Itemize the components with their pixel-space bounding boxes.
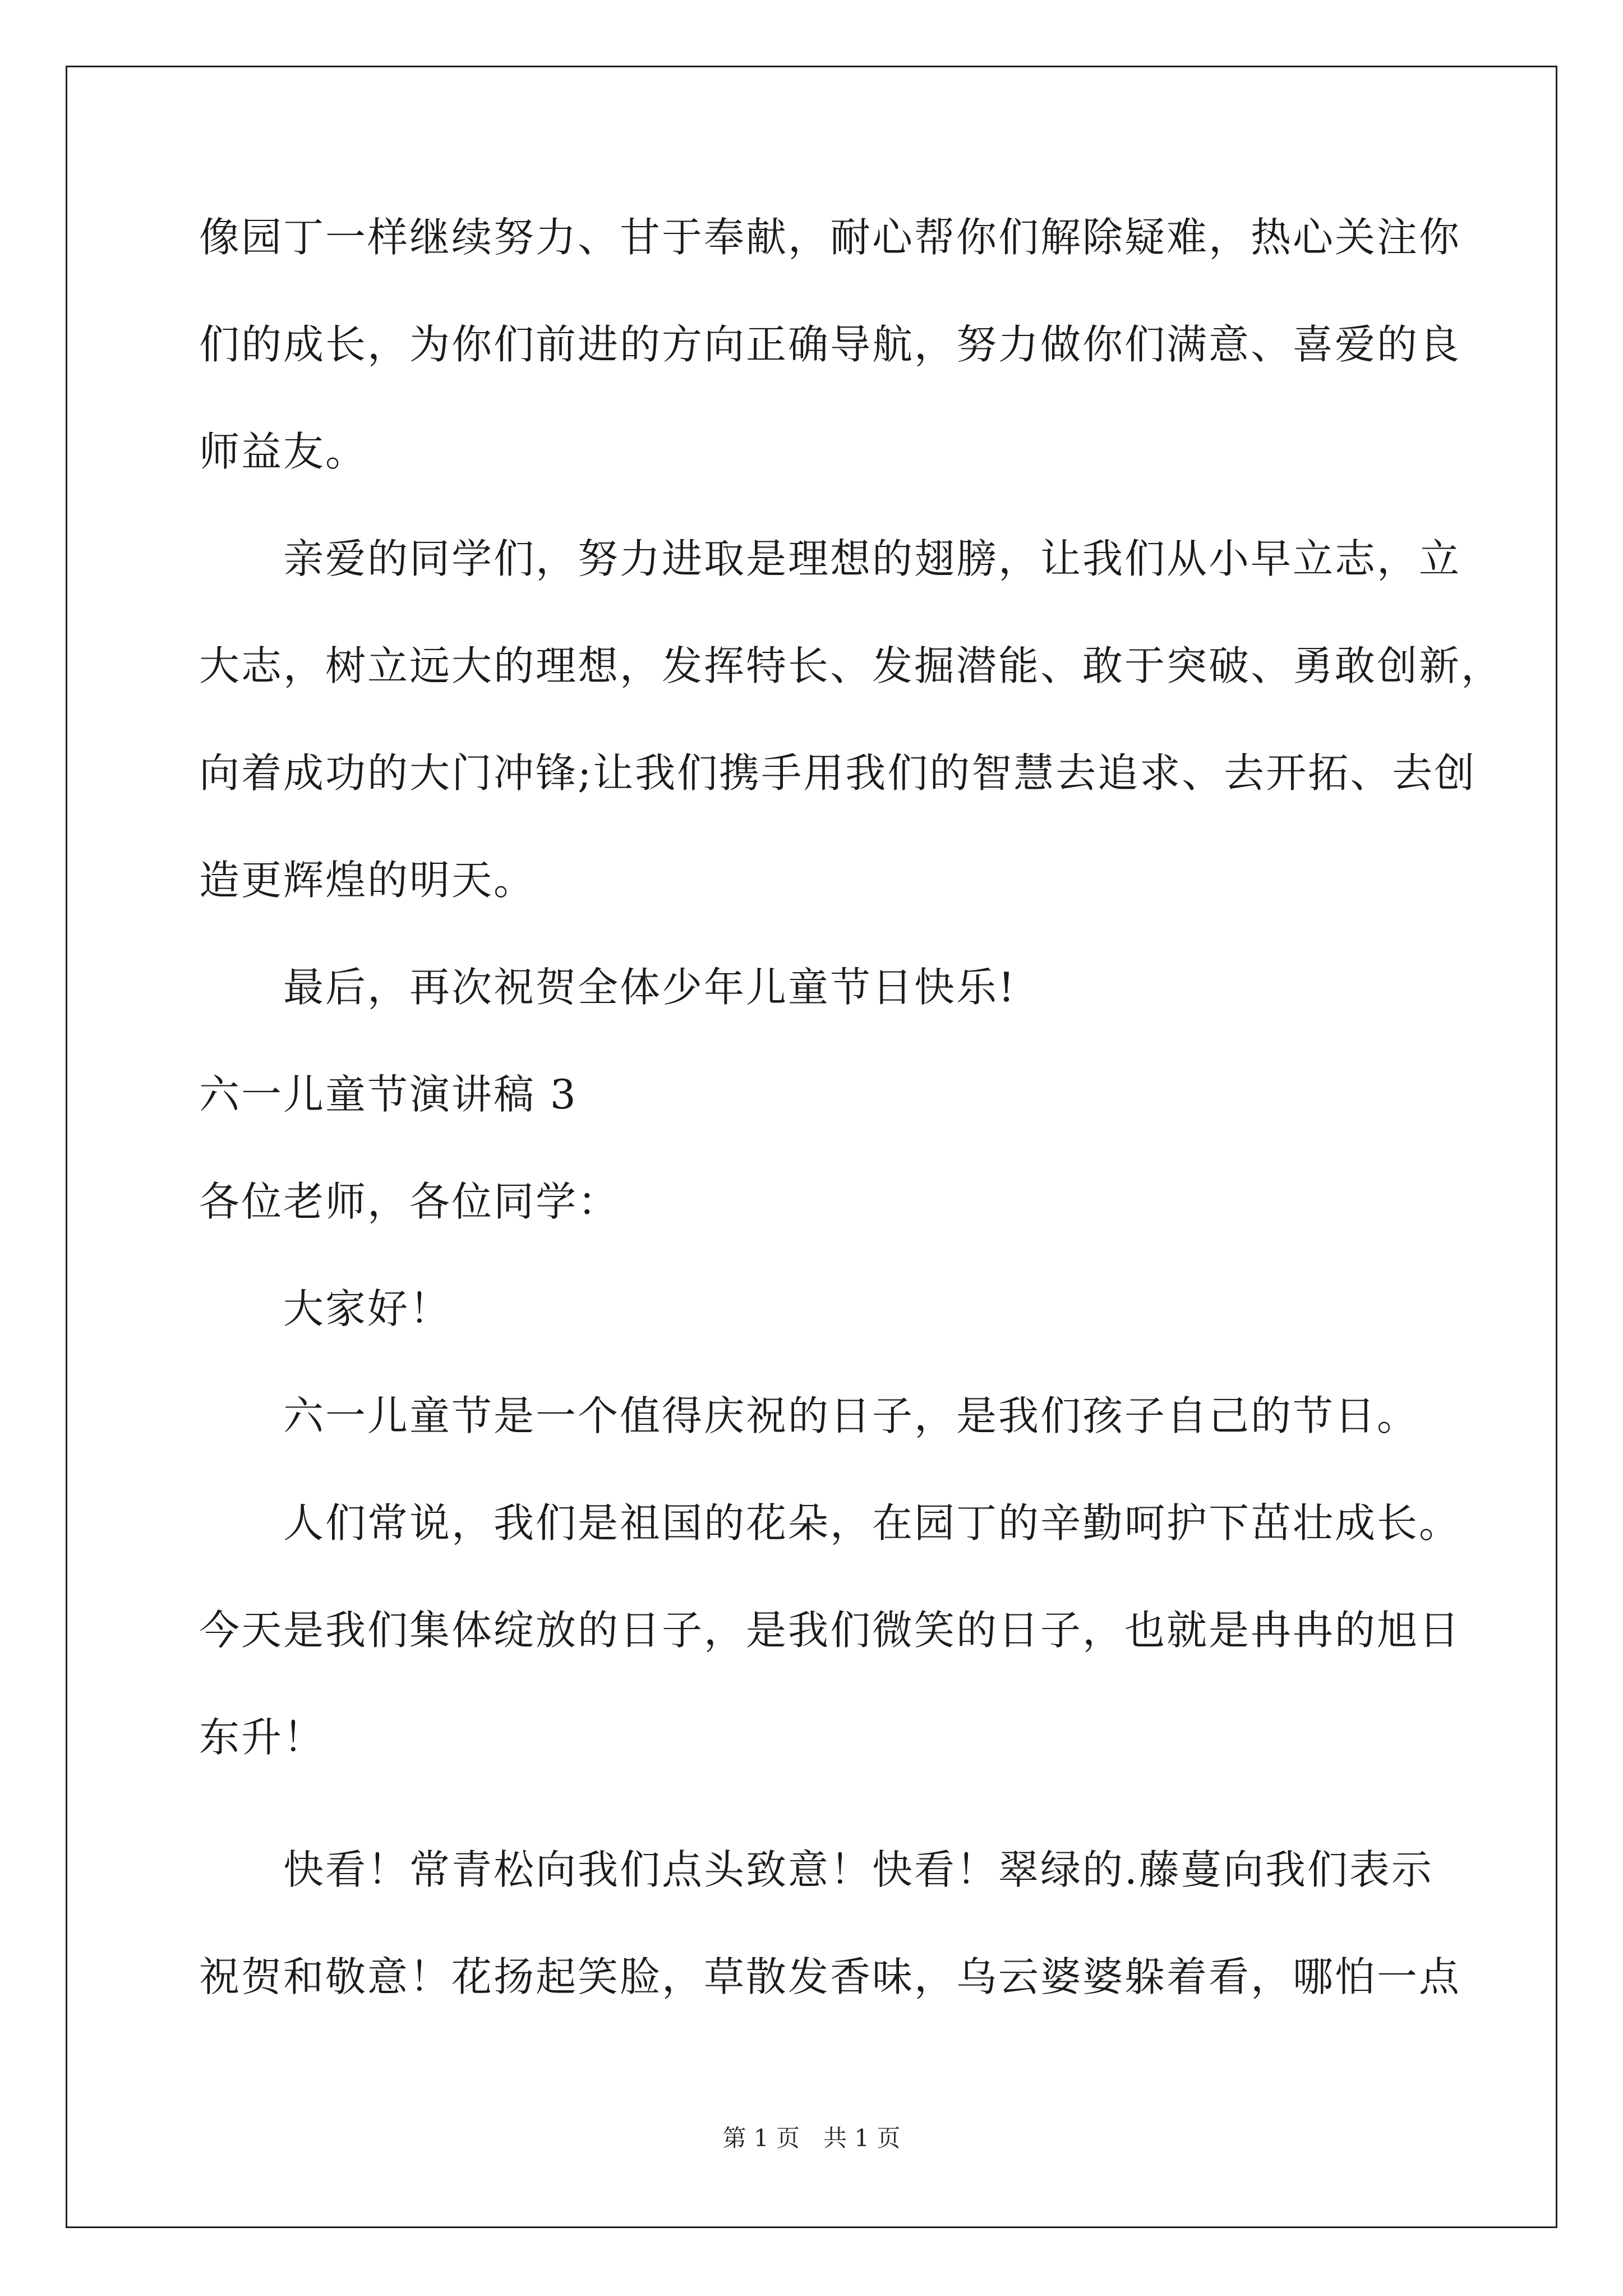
body-line: 造更辉煌的明天。 bbox=[199, 857, 536, 904]
page-border bbox=[66, 66, 1557, 2228]
salutation-line: 各位老师，各位同学： bbox=[199, 1178, 620, 1225]
body-line: 今天是我们集体绽放的日子，是我们微笑的日子，也就是冉冉的旭日 bbox=[199, 1607, 1461, 1654]
section-heading: 六一儿童节演讲稿 3 bbox=[199, 1071, 578, 1118]
paragraph-start-line: 最后，再次祝贺全体少年儿童节日快乐! bbox=[283, 964, 1016, 1011]
paragraph-start-line: 快看！常青松向我们点头致意！快看！翠绿的.藤蔓向我们表示 bbox=[283, 1846, 1433, 1893]
body-line: 祝贺和敬意！花扬起笑脸，草散发香味，乌云婆婆躲着看，哪怕一点 bbox=[199, 1953, 1461, 2000]
body-line: 大志，树立远大的理想，发挥特长、发掘潜能、敢于突破、勇敢创新， bbox=[199, 642, 1504, 689]
body-line: 像园丁一样继续努力、甘于奉献，耐心帮你们解除疑难，热心关注你 bbox=[199, 214, 1461, 261]
body-line: 东升！ bbox=[199, 1714, 326, 1761]
body-line: 向着成功的大门冲锋;让我们携手用我们的智慧去追求、去开拓、去创 bbox=[199, 749, 1477, 797]
paragraph-start-line: 人们常说，我们是祖国的花朵，在园丁的辛勤呵护下茁壮成长。 bbox=[283, 1499, 1461, 1547]
body-line: 师益友。 bbox=[199, 428, 368, 475]
greeting-line: 大家好！ bbox=[283, 1285, 452, 1332]
paragraph-start-line: 亲爱的同学们，努力进取是理想的翅膀，让我们从小早立志，立 bbox=[283, 535, 1461, 582]
paragraph-start-line: 六一儿童节是一个值得庆祝的日子，是我们孩子自己的节日。 bbox=[283, 1392, 1419, 1439]
body-line: 们的成长，为你们前进的方向正确导航，努力做你们满意、喜爱的良 bbox=[199, 321, 1461, 368]
page-footer: 第 1 页 共 1 页 bbox=[722, 2124, 901, 2152]
